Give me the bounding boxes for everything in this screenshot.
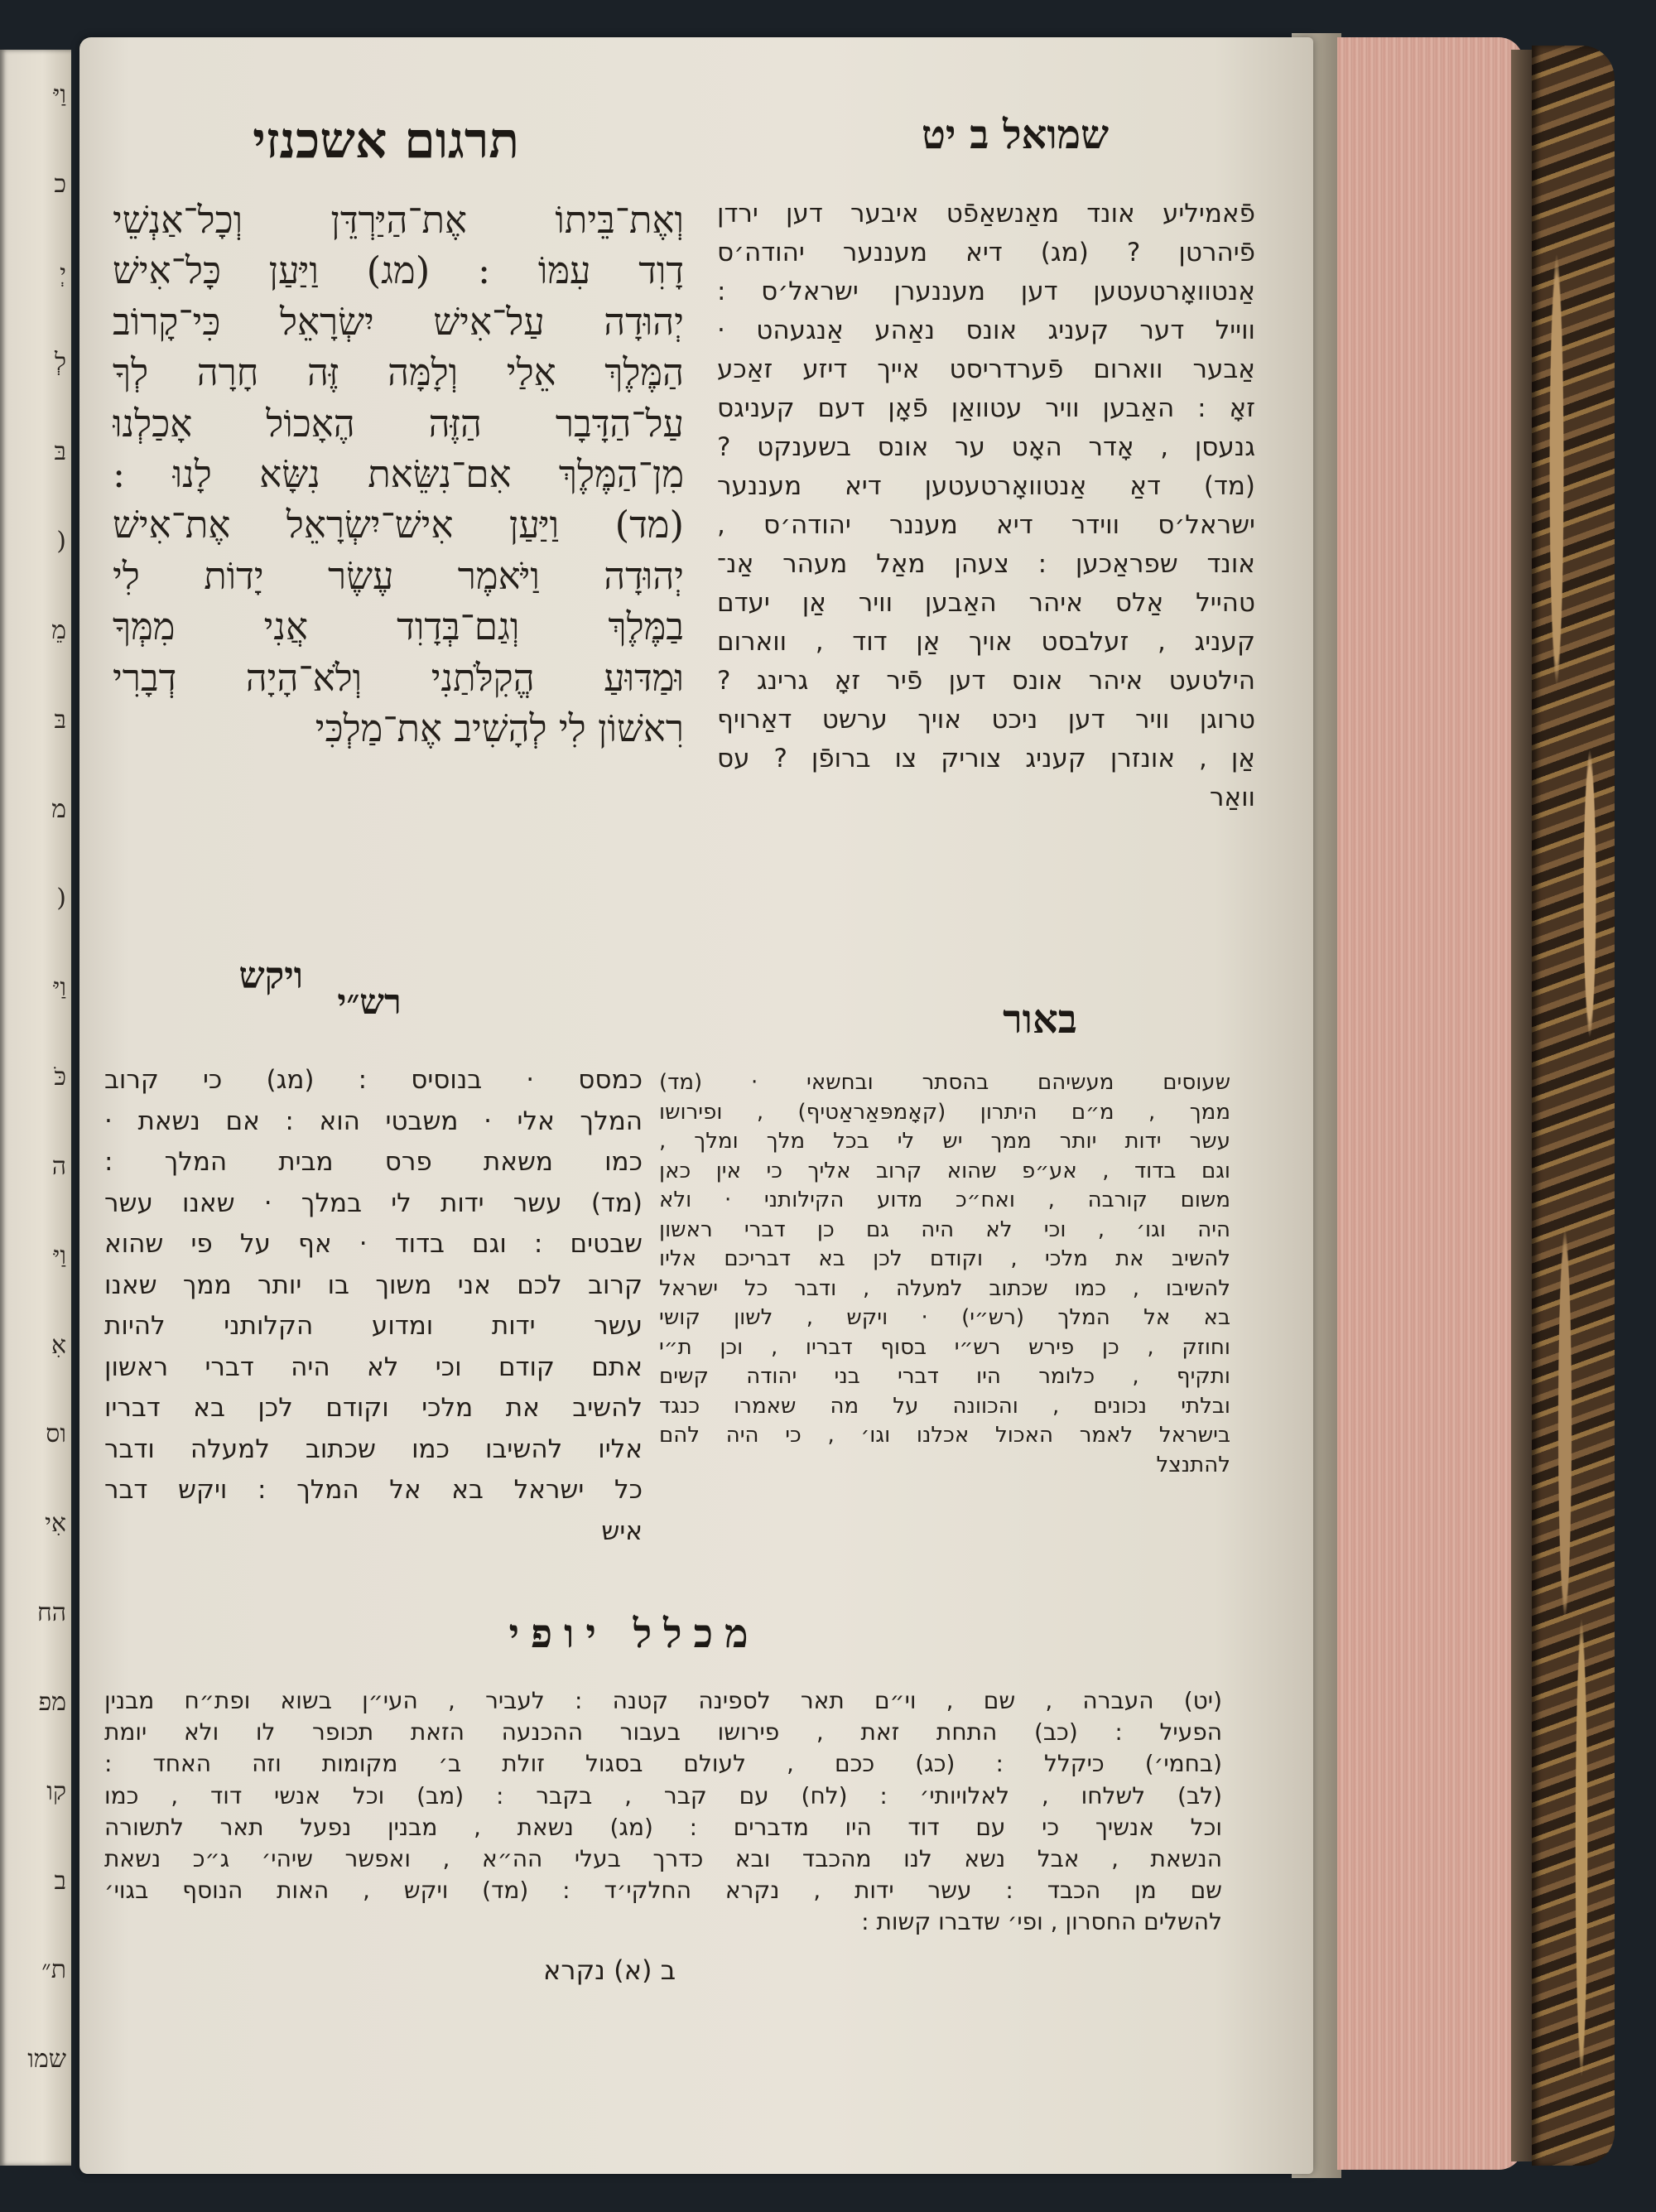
running-header-book: שמואל ב יט (921, 112, 1110, 158)
biur-line: להשיבו , כמו שכתוב למעלה , ודבר כל ישראל (659, 1275, 1230, 1301)
left-page-fragment: כֹּ (54, 1065, 66, 1091)
left-page-fragment: מֵ (51, 618, 66, 643)
left-page-fragment: ( (56, 886, 66, 912)
translation-line: גנעסן , אָדר האָט ער אונס בשענקט ? (717, 432, 1255, 462)
biur-line: ותקיף , כלומר היו דברי בני יהודה קשים (659, 1364, 1230, 1389)
translation-line: אַן , אונזרן קעניג צוריק צו ברופֿן ? עס (717, 744, 1255, 773)
translation-line: אונד שפראַכען : צעהן מאַל מעהר אַנ־ (717, 549, 1255, 579)
mikhlal-line: להשלים החסרון , ופי׳ שדברו קשות : (861, 1908, 1222, 1936)
rashi-line: (מד) עשר ידות לי במלך · שאנו עשר (104, 1188, 643, 1218)
translation-line: אַנטוואָרטעטען דען מעננערן ישראל׳ס : (717, 277, 1255, 306)
left-page-fragment: הח (36, 1601, 66, 1626)
biur-commentary (659, 1068, 1230, 1480)
rashi-line: המלך אלי · משבטי הוא : אם נשאת · (104, 1106, 643, 1136)
page-catchword: ב (א) נקרא (543, 1954, 676, 1986)
biur-line: להשיב את מלכי , וקודם לכן בא דבריכם אליו (659, 1246, 1230, 1271)
bible-line: יְהוּדָה וַיֹּאמֶר עֶשֶׂר יָדוֹת לִי (113, 553, 684, 598)
left-page-fragment: מ (51, 797, 66, 822)
translation-line: (מד) דאַ אַנטוואָרטעטען דיא מעננער (717, 471, 1255, 501)
running-header-translation: תרגום אשכנזי (253, 112, 519, 170)
bible-line: מִן־הַמֶּלֶךְ אִם־נִשֵּׂאת נִשָּׂא לָנוּ : (113, 451, 684, 496)
bible-catchword: ויקש (238, 955, 303, 997)
bible-line: עַל־הַדָּבָר הַזֶּה הֶאָכוֹל אָכַלְנוּ (113, 401, 684, 446)
biur-line: היה וגו׳ , וכי לא היה גם כן דברי ראשון (659, 1217, 1230, 1242)
biur-line: וחוזק , כן פירש רש״י בסוף דבריו , וכן ת״י (659, 1334, 1230, 1360)
left-page-fragment: ת״ (41, 1958, 66, 1983)
biur-line: להתנצל (1156, 1452, 1230, 1477)
translation-line: זאָ : האַבען וויר עטוואַן פֿאָן דעם קעניגס (717, 393, 1255, 423)
translation-line: פֿאמיליע אונד מאַנשאַפֿט איבער דען ירדן (717, 199, 1255, 229)
rashi-line: אתם קודם וכי לא היה דברי ראשון (104, 1352, 643, 1382)
left-page-fragment: לְ (54, 350, 66, 376)
marbled-cover (1532, 46, 1615, 2166)
left-page-fragment: קו (46, 1779, 66, 1805)
biur-line: משום קורבה , ואח״כ מדוע הקילותני · ולא (659, 1188, 1230, 1212)
left-page-fragment: בּ (54, 707, 66, 733)
biur-line: בא אל המלך (רש״י) · ויקש , לשון קושי (659, 1305, 1230, 1330)
translation-line: הילטעט איהר אונס דען פֿיר זאָ גרינג ? (717, 666, 1255, 696)
left-page-fragment: כ (54, 171, 66, 197)
mikhlal-line: (יט) העברה , שם , וי״ם תאר לספינה קטנה : לעביר , העי״ן בשוא ופת״ח מבנין (104, 1687, 1222, 1714)
bible-line: הַמֶּלֶךְ אֵלַי וְלָמָּה זֶּה חָרָה לְךָ (113, 350, 684, 395)
book-page (79, 37, 1313, 2174)
biur-line: ובלתי נכונים , והכוונה על מה שאמרו כנגד (659, 1393, 1230, 1419)
translation-line: פֿיהרטן ? (מג) דיא מעננער יהודה׳ס (717, 238, 1255, 267)
translation-line: ישראל׳ס ווידר דיא מעננר יהודה׳ס , (717, 510, 1255, 540)
bible-line: וְאֶת־בֵּיתוֹ אֶת־הַיַּרְדֵּן וְכָל־אַנְשֵׁי (113, 198, 684, 242)
left-facing-page (0, 50, 71, 2166)
page-edges (1337, 37, 1524, 2170)
rashi-line: עשר ידות ומדוע הקלותני להיות (104, 1311, 643, 1341)
translation-line: טהייל אַלס איהר האַבען וויר אַן יעדם (717, 588, 1255, 618)
left-page-fragment: אִ (51, 1333, 66, 1358)
mikhlal-line: (בחמי׳) כיקלל : (כג) ככם , לעולם בסגול זולת ב׳ מקומות וזה האחד : (104, 1750, 1222, 1778)
rashi-line: אליו להשיבו כמו שכתוב למעלה ודבר (104, 1434, 643, 1464)
left-page-fragment: וַיּ (53, 1243, 66, 1269)
mikhlal-line: שם מן הכבד : עשר ידות , נקרא החלקי׳ד : (מד) ויקש , האות הנוסף בגוי׳ (104, 1877, 1222, 1905)
rashi-heading: רש״י (337, 981, 402, 1022)
translation-line: וואַר (1209, 783, 1255, 812)
translation-column (717, 195, 1255, 817)
biur-line: וגם בדוד , אע״פ שהוא קרוב אליך כי אין כאן (659, 1158, 1230, 1183)
left-page-fragment: אִי (45, 1511, 66, 1537)
left-page-fragment: מפ (38, 1689, 66, 1715)
left-page-fragment: ( (56, 529, 66, 555)
translation-line: ווייל דער קעניג אונס נאַהע אַנגעהט · (717, 316, 1255, 345)
left-page-fragment: שמו (27, 2047, 66, 2073)
biur-line: שעוסים מעשיהם בהסתר ובחשאי · (מד) (659, 1070, 1230, 1095)
bible-line: רִאשׁוֹן לִי לְהָשִׁיב אֶת־מַלְכִּי (315, 706, 684, 750)
rashi-line: שבטים : וגם בדוד · אף על פי שהוא (104, 1229, 643, 1259)
left-page-fragment: ב (54, 1868, 66, 1894)
bible-line: וּמַדּוּעַ הֱקִלֹּתַנִי וְלֹא־הָיָה דְבָרִי (113, 655, 684, 700)
translation-line: טרוגן וויר דען ניכט אויך ערשט דאַרויף (717, 705, 1255, 735)
rashi-line: איש (601, 1516, 643, 1546)
left-page-fragment: יְ (60, 261, 66, 287)
bible-text-column (113, 195, 684, 754)
biur-line: ממך , מ״ם היתרון (קאָמפּאַראַטיף) , ופירושו (659, 1099, 1230, 1125)
mikhlal-line: (לב) לשלחו , לאלויותי׳ : (לח) עם קבר , בקבר : (מב) וכל אנשי דוד , כמו (104, 1781, 1222, 1810)
rashi-commentary (104, 1060, 643, 1552)
left-page-fragment: בּ (54, 440, 66, 465)
mikhlal-line: הנשאת , אבל נשא לנו מהכבד ובא כדרך בעלי הה״א , ואפשר שיהי׳ ג״כ נשאת (104, 1844, 1222, 1872)
biur-line: עשר ידות יותר ממך יש לי בכל מלך ומלך , (659, 1129, 1230, 1154)
left-page-fragment: ה (51, 1154, 66, 1179)
left-page-fragment: וַיּ (53, 976, 66, 1001)
rashi-line: להשיב את מלכי וקודם לכן בא דבריו (104, 1393, 643, 1423)
mikhlal-yofi-notes (104, 1685, 1222, 1939)
translation-line: קעניג , זעלבסט אויך אַן דוד , ווארום (717, 627, 1255, 657)
left-page-fragment: וס (46, 1422, 66, 1448)
rashi-line: כל ישראל בא אל המלך : ויקש דבר (104, 1475, 643, 1505)
biur-heading: באור (1003, 996, 1077, 1043)
mikhlal-line: וכל אנשיך כי עם דוד היו מדברים : (מג) נשאת , מבנין נפעל תאר לתשורה (104, 1813, 1222, 1841)
bible-line: יְהוּדָה עַל־אִישׁ יִשְׂרָאֵל כִּי־קָרוֹב (113, 299, 684, 344)
rashi-line: קרוב לכם אני משוך בו יותר ממך שאנו (104, 1270, 643, 1300)
mikhlal-line: הפעיל : (כב) התחת זאת , פירושו בעבור ההכנעה הזאת תכופר לו ולא יומת (104, 1718, 1222, 1747)
translation-line: אַבער ווארום פֿערדריסט אייך דיזע זאַכע (717, 354, 1255, 384)
bible-line: בַמֶּלֶךְ וְגַם־בְּדָוִד אֲנִי מִמְּךָ (113, 605, 684, 649)
left-page-fragment: וַיּ (53, 83, 66, 108)
rashi-line: כמסס · בנוסיס : (מג) כי קרוב (104, 1065, 643, 1095)
biur-line: בישראל לאמר האכול אכלנו וגו׳ , כי היה להם (659, 1423, 1230, 1448)
bible-line: (מד) וַיַּעַן אִישׁ־יִשְׂרָאֵל אֶת־אִישׁ (113, 503, 684, 547)
mikhlal-yofi-heading: מכלל יופי (508, 1611, 760, 1657)
rashi-line: כמו משאת פרס מבית המלך : (104, 1147, 643, 1177)
bible-line: דָוִד עִמּוֹ : (מג) וַיַּעַן כָּל־אִישׁ (113, 248, 684, 293)
